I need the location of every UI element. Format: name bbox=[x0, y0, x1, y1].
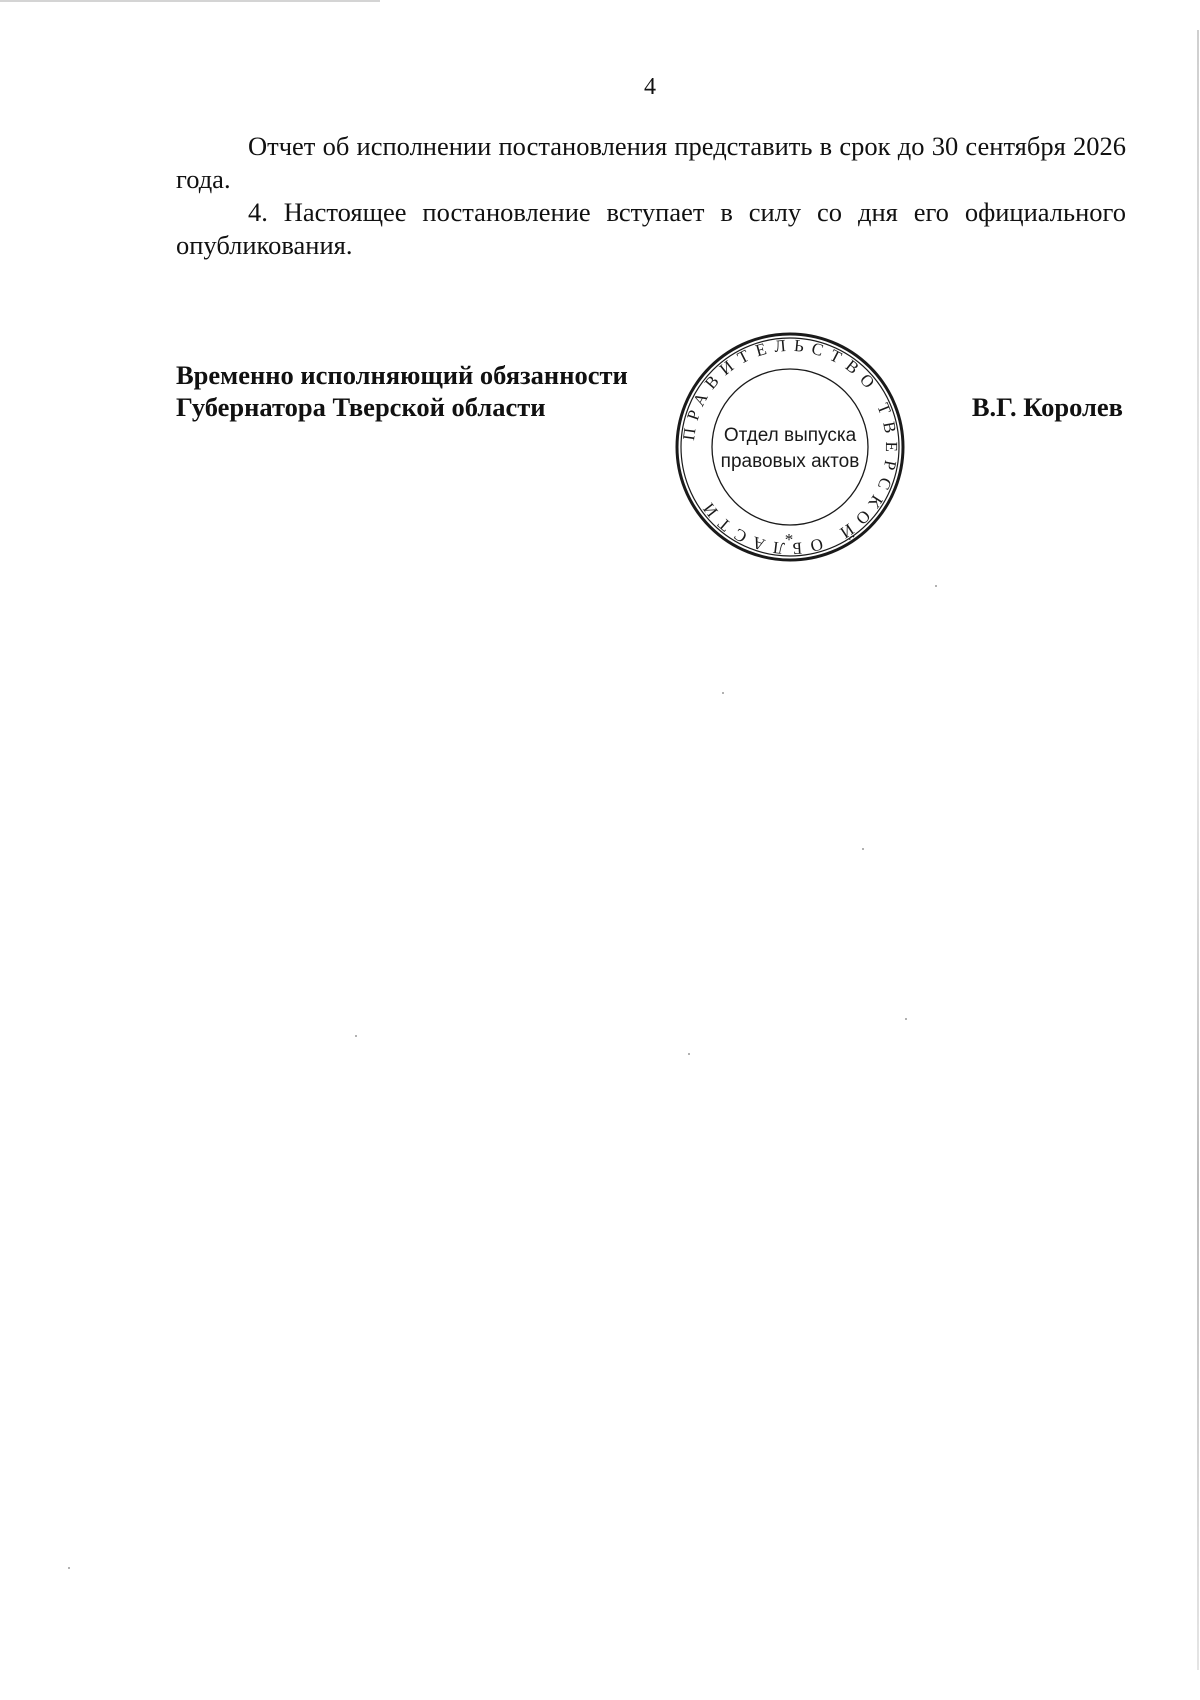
signatory-title-line-1: Временно исполняющий обязанности bbox=[176, 360, 628, 390]
scan-speck bbox=[68, 1567, 70, 1569]
signatory-title-line-2: Губернатора Тверской области bbox=[176, 392, 546, 422]
seal-star: * bbox=[784, 530, 796, 549]
seal-center-line-1: Отдел выпуска bbox=[723, 425, 857, 446]
seal-ring-text: ПРАВИТЕЛЬСТВО ТВЕРСКОЙ ОБЛАСТИ bbox=[679, 335, 902, 559]
official-seal bbox=[670, 327, 910, 567]
scan-speck bbox=[935, 585, 937, 587]
scan-edge-right bbox=[1197, 30, 1199, 1670]
seal-outer-ring bbox=[677, 334, 903, 560]
scan-speck bbox=[905, 1018, 907, 1020]
seal-inner-ring bbox=[712, 369, 868, 525]
paragraph-entry-into-force: 4. Настоящее постановление вступает в силу со дня его официального опубликования. bbox=[176, 197, 1126, 260]
scan-edge-top bbox=[0, 0, 380, 2]
body-text bbox=[176, 130, 1126, 262]
signatory-name: В.Г. Королев bbox=[971, 392, 1123, 422]
scan-speck bbox=[688, 1053, 690, 1055]
page-number: 4 bbox=[644, 74, 656, 100]
seal-center-line-2: правовых актов bbox=[720, 451, 860, 472]
seal-graphic bbox=[670, 327, 910, 567]
scan-speck bbox=[355, 1035, 357, 1037]
signatory-title bbox=[176, 359, 628, 423]
scan-speck bbox=[722, 692, 724, 694]
paragraph-report-deadline: Отчет об исполнении постановления представить в срок до 30 сентября 2026 года. bbox=[176, 131, 1126, 194]
scan-speck bbox=[862, 848, 864, 850]
